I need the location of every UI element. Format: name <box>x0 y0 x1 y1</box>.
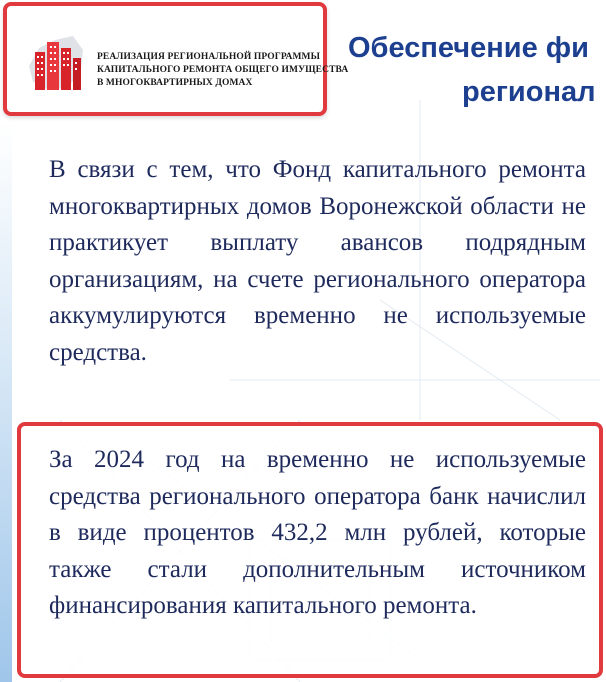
logo-caption-line: КАПИТАЛЬНОГО РЕМОНТА ОБЩЕГО ИМУЩЕСТВА <box>97 65 349 75</box>
paragraph-deposits-info: В связи с тем, что Фонд капитального ремонта многоквартирных домов Воронежской области не практикует выплату авансов подрядным организациям, на счете регионального оператора аккумулируются временно не используемые средства. <box>49 156 586 366</box>
slide-title-line2: регионал <box>462 76 596 108</box>
paragraph-interest-income: За 2024 год на временно не используемые средства регионального оператора банк начислил в виде процентов 432,2 млн рублей, которые также стали дополнительным источником финансирования капитального ремонта. <box>49 446 586 619</box>
logo-caption <box>97 51 349 90</box>
slide-title <box>336 26 606 114</box>
logo-caption-line: В МНОГОКВАРТИРНЫХ ДОМАХ <box>97 78 253 88</box>
logo-buildings-icon <box>25 26 87 94</box>
logo-panel <box>3 2 349 116</box>
left-accent-strip <box>0 120 12 682</box>
slide-title-line1: Обеспечение фи <box>348 32 589 64</box>
logo-caption-line: РЕАЛИЗАЦИЯ РЕГИОНАЛЬНОЙ ПРОГРАММЫ <box>97 52 321 62</box>
